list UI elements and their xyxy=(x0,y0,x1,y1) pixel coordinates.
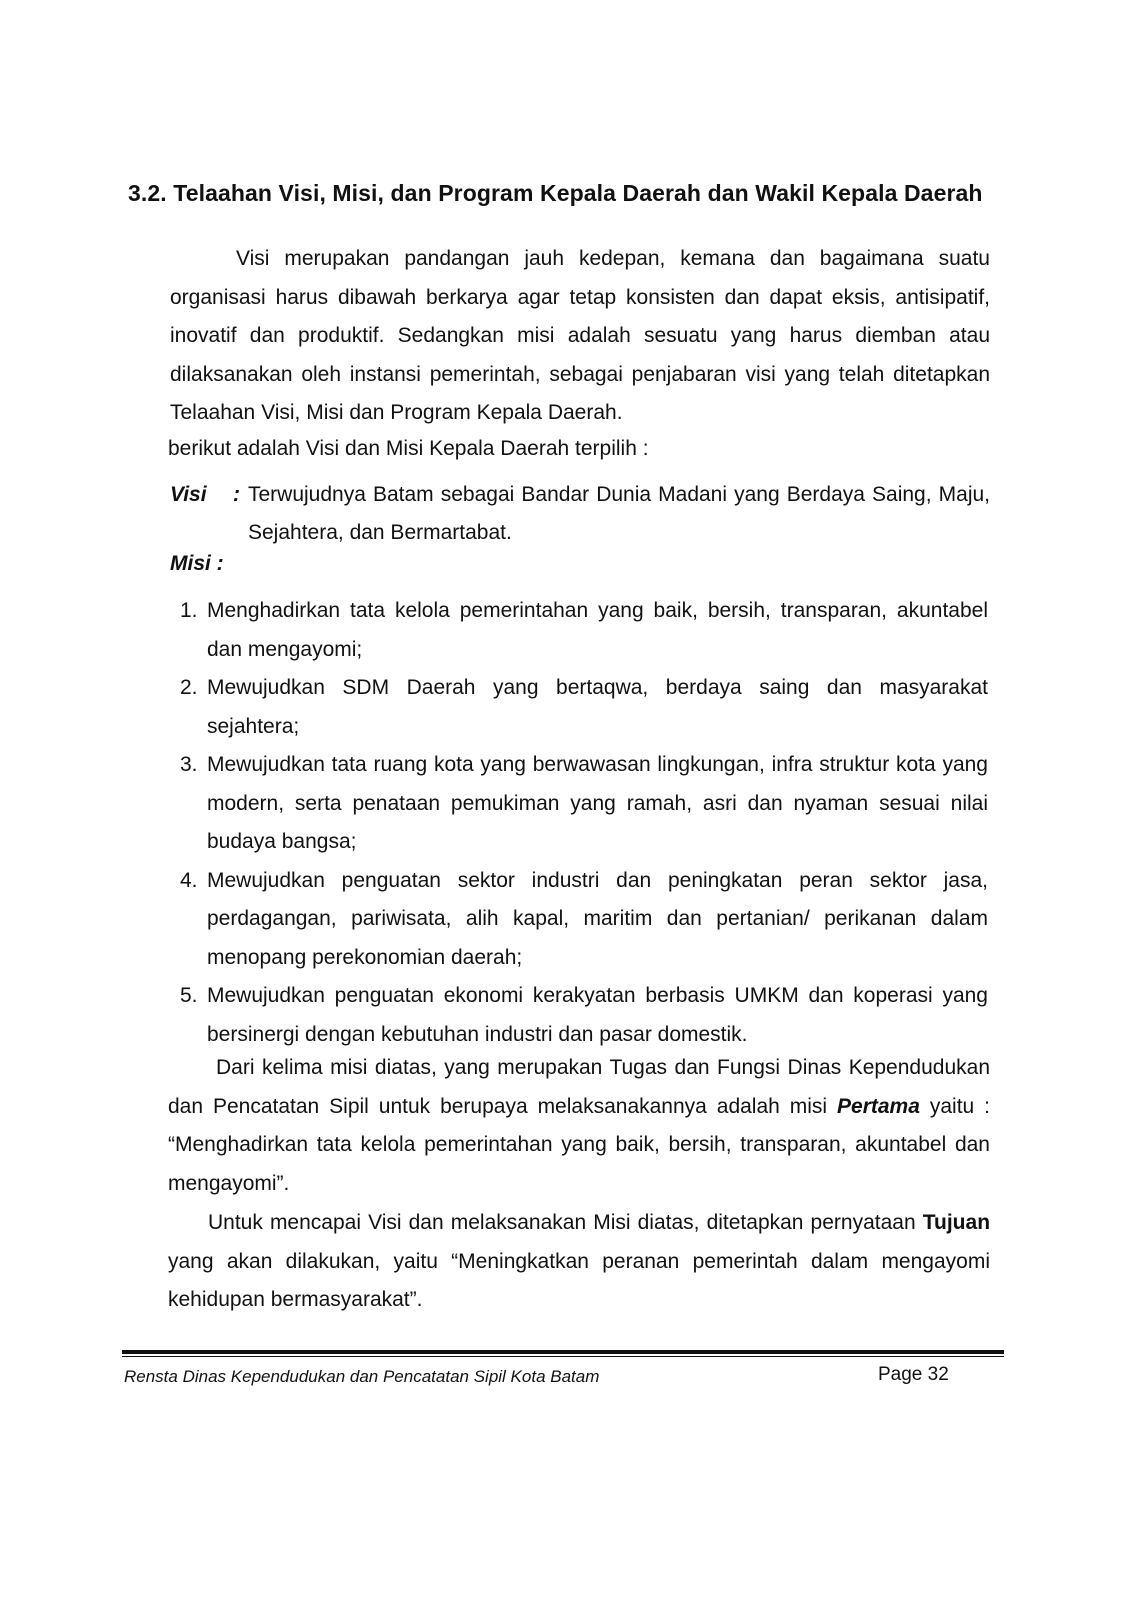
list-item-text: Mewujudkan tata ruang kota yang berwawasan lingkungan, infra struktur kota yang modern, serta penataan pemukiman yang ramah, asri dan nyaman sesuai nilai budaya bangsa; xyxy=(207,753,988,853)
list-item-text: Mewujudkan SDM Daerah yang bertaqwa, berdaya saing dan masyarakat sejahtera; xyxy=(207,676,988,738)
visi-label: Visi xyxy=(170,483,207,506)
list-item-number: 2. xyxy=(180,676,198,699)
list-item-number: 4. xyxy=(180,868,198,892)
footer-document-title: Rensta Dinas Kependudukan dan Pencatatan Sipil Kota Batam xyxy=(124,1367,600,1386)
intro-paragraph xyxy=(170,240,990,433)
conclusion-text-after: yaitu : “Menghadirkan tata kelola pemerintahan yang baik, bersih, transparan, akuntabel dan mengayomi”. xyxy=(168,1094,990,1195)
list-item xyxy=(180,592,988,669)
goal-text-before: Untuk mencapai Visi dan melaksanakan Misi diatas, ditetapkan pernyataan xyxy=(208,1211,916,1234)
visi-separator: : xyxy=(233,483,240,506)
conclusion-paragraph xyxy=(168,1049,990,1203)
conclusion-emphasis: Pertama xyxy=(837,1094,920,1118)
list-item-text: Mewujudkan penguatan ekonomi kerakyatan berbasis UMKM dan koperasi yang bersinergi dengan kebutuhan industri dan pasar domestik. xyxy=(207,984,988,1046)
list-item-number: 5. xyxy=(180,984,198,1007)
list-item-number: 1. xyxy=(180,599,198,622)
footer-rule xyxy=(122,1350,1004,1354)
list-item xyxy=(180,977,988,1054)
misi-list xyxy=(180,592,988,1054)
list-item xyxy=(180,669,988,746)
conclusion-text-before: Dari kelima misi diatas, yang merupakan Tugas dan Fungsi Dinas Kependudukan dan Pencatatan Sipil untuk berupaya melaksanakannya adalah misi xyxy=(168,1056,990,1118)
list-item-number: 3. xyxy=(180,753,198,776)
list-item-text: Menghadirkan tata kelola pemerintahan yang baik, bersih, transparan, akuntabel dan mengayomi; xyxy=(207,599,988,661)
goal-emphasis: Tujuan xyxy=(922,1211,991,1234)
lead-sentence: berikut adalah Visi dan Misi Kepala Daerah terpilih : xyxy=(168,437,649,460)
footer-rule-thin xyxy=(122,1356,1004,1357)
list-item xyxy=(180,862,988,978)
goal-paragraph xyxy=(168,1204,990,1320)
goal-text-after: yang akan dilakukan, yaitu “Meningkatkan peranan pemerintah dalam mengayomi kehidupan bermasyarakat”. xyxy=(168,1249,990,1311)
visi-text: Terwujudnya Batam sebagai Bandar Dunia Madani yang Berdaya Saing, Maju, Sejahtera, dan Bermartabat. xyxy=(248,483,990,544)
list-item xyxy=(180,746,988,862)
intro-text: Visi merupakan pandangan jauh kedepan, kemana dan bagaimana suatu organisasi harus dibawah berkarya agar tetap konsisten dan dapat eksis, antisipatif, inovatif dan produktif. Sedangkan misi adalah sesuatu yang harus diemban atau dilaksanakan oleh instansi pemerintah, sebagai penjabaran visi yang telah ditetapkan Telaahan Visi, Misi dan Program Kepala Daerah. xyxy=(170,247,990,424)
list-item-text: Mewujudkan penguatan sektor industri dan peningkatan peran sektor jasa, perdagangan, pariwisata, alih kapal, maritim dan pertanian/ perikanan dalam menopang perekonomian daerah; xyxy=(207,868,988,969)
misi-label: Misi : xyxy=(170,552,224,575)
section-heading: 3.2. Telaahan Visi, Misi, dan Program Kepala Daerah dan Wakil Kepala Daerah xyxy=(128,180,983,206)
footer-page-number: Page 32 xyxy=(878,1364,949,1385)
